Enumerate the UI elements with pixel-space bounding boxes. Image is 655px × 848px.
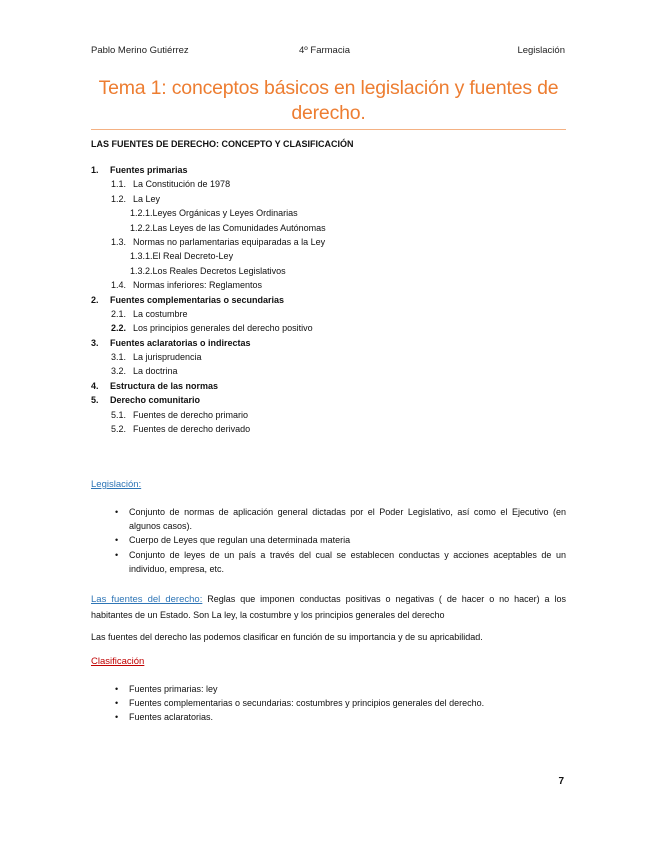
- toc-item: 1.3.1.El Real Decreto-Ley: [130, 251, 234, 262]
- toc-item: 5.1. Fuentes de derecho primario: [111, 409, 249, 420]
- list-item: • Conjunto de leyes de un país a través del cual se establecen conductas y acciones aceptables de un individuo, empresa, etc.: [115, 549, 566, 574]
- toc-item: 1.1. La Constitución de 1978: [111, 179, 231, 190]
- toc-item: 5. Derecho comunitario: [91, 395, 201, 406]
- fuentes-term: Las fuentes del derecho:: [91, 594, 203, 605]
- list-item: • Conjunto de normas de aplicación general dictadas por el Poder Legislativo, así como el Ejecutivo (en algunos casos).: [115, 507, 566, 532]
- title-divider: [91, 129, 566, 130]
- list-item: • Fuentes primarias: ley: [91, 682, 566, 696]
- clasificacion-heading-row: [91, 654, 566, 670]
- legislacion-heading: Legislación:: [91, 479, 142, 490]
- table-of-contents: [91, 163, 326, 436]
- header-course: 4º Farmacia: [299, 45, 350, 56]
- bullet-icon: •: [115, 549, 119, 560]
- list-item: • Fuentes aclaratorias.: [91, 710, 566, 724]
- toc-item: 2. Fuentes complementarias o secundarias: [91, 294, 285, 305]
- legislacion-list: [91, 505, 566, 576]
- list-item: • Cuerpo de Leyes que regulan una determinada materia: [91, 533, 566, 547]
- toc-item: 3.1. La jurisprudencia: [111, 352, 202, 363]
- bullet-icon: •: [115, 684, 119, 694]
- clasificacion-heading: Clasificación: [91, 656, 145, 667]
- toc-item: 1. Fuentes primarias: [91, 165, 188, 175]
- classification-sentence: Las fuentes del derecho las podemos clasificar en función de su importancia y de su apricabilidad.: [91, 632, 483, 642]
- bullet-icon: •: [115, 507, 119, 517]
- toc-item: 1.3.2.Los Reales Decretos Legislativos: [130, 265, 286, 276]
- toc-item: 4. Estructura de las normas: [91, 380, 219, 391]
- header-subject: Legislación: [517, 45, 565, 56]
- toc-item: 5.2. Fuentes de derecho derivado: [111, 424, 251, 435]
- bullet-icon: •: [115, 698, 119, 709]
- toc-item: 1.4. Normas inferiores: Reglamentos: [111, 280, 263, 291]
- bullet-icon: •: [115, 535, 119, 546]
- toc-item: 3. Fuentes aclaratorias o indirectas: [91, 337, 251, 348]
- clasificacion-list: [91, 682, 566, 725]
- page-title: Tema 1: conceptos básicos en legislación y fuentes de derecho.: [98, 77, 559, 124]
- list-item: • Fuentes complementarias o secundarias: costumbres y principios generales del derecho.: [91, 696, 566, 710]
- legislacion-heading-row: [91, 477, 566, 493]
- fuentes-definition: Reglas que imponen conductas positivas o negativas ( de hacer o no hacer) a los habitantes de un Estado. Son La ley, la costumbre y los principios generales del derecho: [91, 594, 566, 620]
- toc-item: 1.3. Normas no parlamentarias equiparadas a la Ley: [111, 236, 326, 247]
- toc-item: 1.2.2.Las Leyes de las Comunidades Autónomas: [130, 222, 326, 233]
- bullet-icon: •: [115, 712, 119, 723]
- section-heading: LAS FUENTES DE DERECHO: CONCEPTO Y CLASIFICACIÓN: [91, 139, 354, 149]
- toc-item: 2.1. La costumbre: [111, 308, 188, 319]
- page-number: 7: [558, 776, 564, 787]
- toc-item: 3.2. La doctrina: [111, 366, 178, 377]
- header-author: Pablo Merino Gutiérrez: [91, 45, 189, 56]
- toc-item: 1.2.1.Leyes Orgánicas y Leyes Ordinarias: [130, 208, 298, 219]
- toc-item: 1.2. La Ley: [111, 193, 161, 204]
- fuentes-paragraph: [91, 592, 566, 622]
- toc-item: 2.2. Los principios generales del derecho positivo: [111, 323, 313, 334]
